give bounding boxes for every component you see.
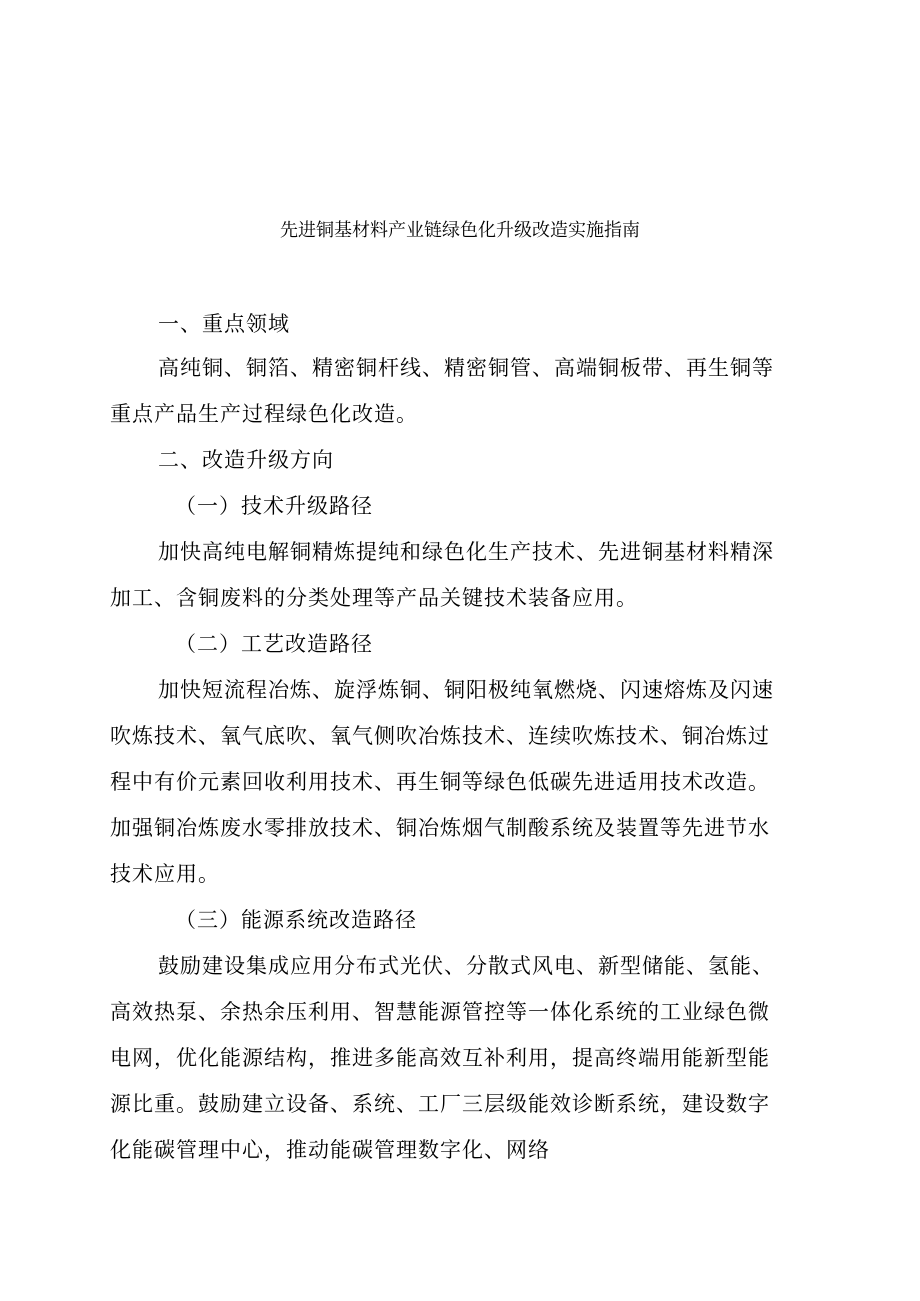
- paragraph-line: 鼓励建设集成应用分布式光伏、分散式风电、新型储能、氢能、: [158, 954, 774, 978]
- paragraph-line: 化能碳管理中心，推动能碳管理数字化、网络: [110, 1138, 550, 1162]
- paragraph-line: 重点产品生产过程绿色化改造。: [110, 402, 418, 426]
- subsection-heading-energy: （三）能源系统改造路径: [175, 908, 417, 932]
- paragraph-line: 电网，优化能源结构，推进多能高效互补利用，提高终端用能新型能: [110, 1046, 770, 1070]
- paragraph-line: 加强铜冶炼废水零排放技术、铜冶炼烟气制酸系统及装置等先进节水: [110, 816, 770, 840]
- section-heading-key-areas: 一、重点领域: [158, 312, 290, 336]
- paragraph-line: 源比重。鼓励建立设备、系统、工厂三层级能效诊断系统，建设数字: [110, 1092, 770, 1116]
- paragraph-line: 高效热泵、余热余压利用、智慧能源管控等一体化系统的工业绿色微: [110, 1000, 770, 1024]
- document-title: 先进铜基材料产业链绿色化升级改造实施指南: [280, 220, 640, 241]
- subsection-heading-technology: （一）技术升级路径: [175, 494, 373, 518]
- subsection-heading-process: （二）工艺改造路径: [175, 632, 373, 656]
- paragraph-line: 加工、含铜废料的分类处理等产品关键技术装备应用。: [110, 586, 638, 610]
- paragraph-line: 技术应用。: [110, 862, 220, 886]
- paragraph-line: 加快高纯电解铜精炼提纯和绿色化生产技术、先进铜基材料精深: [158, 540, 774, 564]
- paragraph-line: 程中有价元素回收利用技术、再生铜等绿色低碳先进适用技术改造。: [110, 770, 770, 794]
- section-heading-upgrade-direction: 二、改造升级方向: [158, 448, 334, 472]
- paragraph-line: 吹炼技术、氧气底吹、氧气侧吹冶炼技术、连续吹炼技术、铜冶炼过: [110, 724, 770, 748]
- paragraph-line: 加快短流程冶炼、旋浮炼铜、铜阳极纯氧燃烧、闪速熔炼及闪速: [158, 678, 774, 702]
- paragraph-line: 高纯铜、铜箔、精密铜杆线、精密铜管、高端铜板带、再生铜等: [158, 356, 774, 380]
